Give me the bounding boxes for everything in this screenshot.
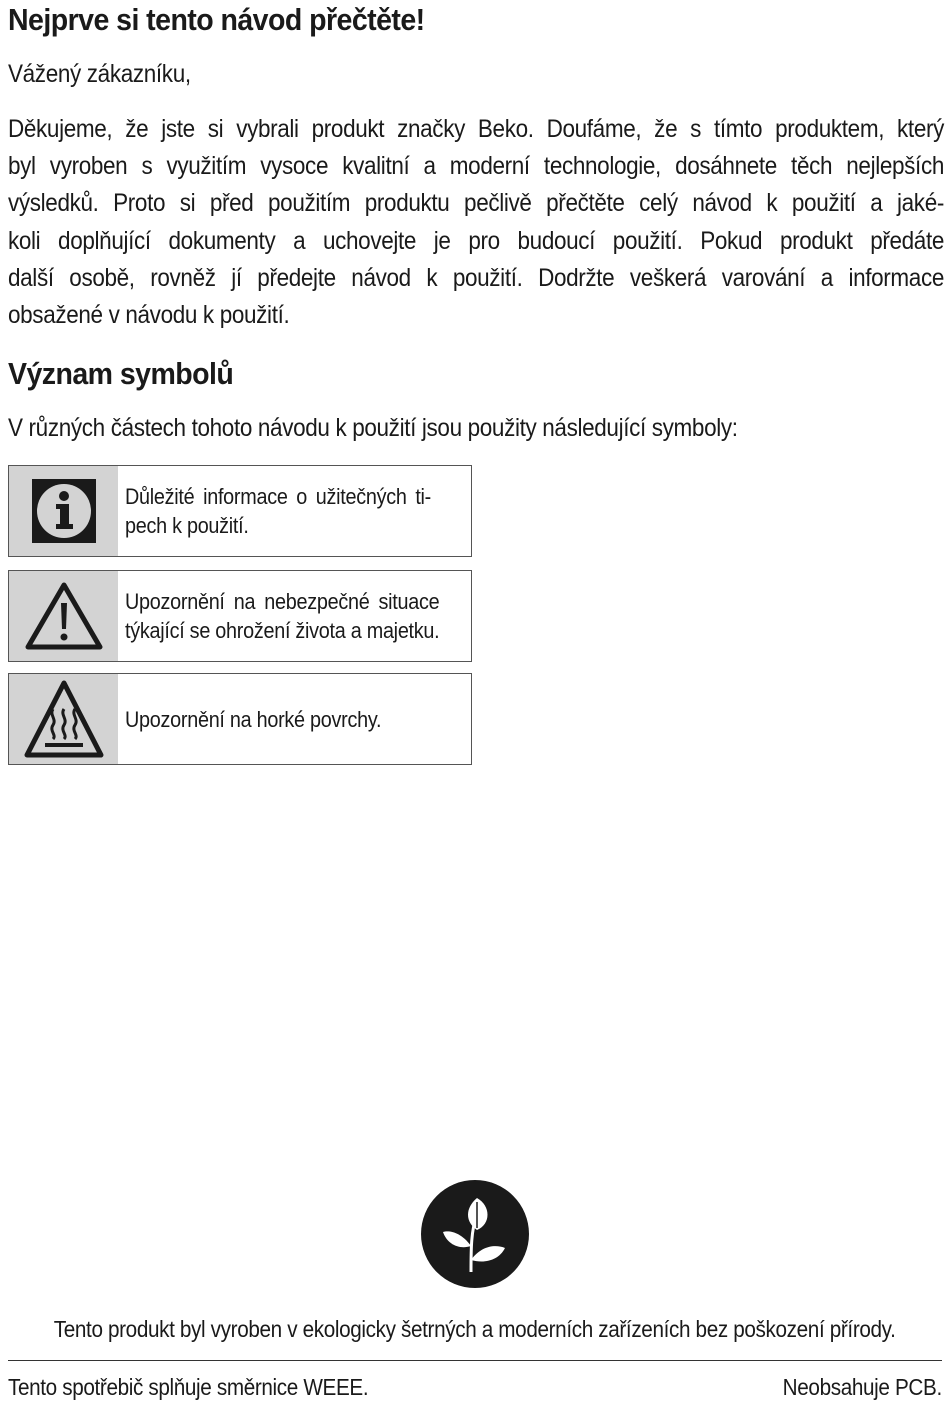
intro-line: další osobě, rovněž jí předejte návod k použití. Dodržte veškerá varování a informace (8, 263, 944, 292)
symbol-info-text (125, 482, 431, 540)
symbol-hot-surface-row (8, 673, 472, 765)
intro-line: Děkujeme, že jste si vybrali produkt značky Beko. Doufáme, že s tímto produktem, který (8, 115, 944, 143)
eco-caption-text: Tento produkt byl vyroben v ekologicky šetrných a moderních zařízeních bez poškození přírody. (54, 1316, 896, 1342)
symbol-warning-row (8, 570, 472, 662)
symbol-text-line: pech k použití. (125, 513, 249, 538)
symbol-text-line: Upozornění na nebezpečné situace (125, 589, 440, 614)
hot-surface-icon (23, 679, 105, 759)
symbol-warning-text (125, 587, 439, 645)
symbol-icon-cell (9, 674, 118, 764)
page-title: Nejprve si tento návod přečtěte! (8, 2, 425, 37)
symbol-text-line: Upozornění na horké povrchy. (125, 706, 382, 732)
symbol-icon-cell (9, 571, 118, 661)
warning-icon (24, 581, 104, 651)
symbols-intro: V různých částech tohoto návodu k použití jsou použity následující symboly: (8, 414, 738, 442)
intro-line: koli doplňující dokumenty a uchovejte je pro budoucí použití. Pokud produkt předáte (8, 226, 944, 255)
symbol-info-row (8, 465, 472, 557)
info-icon (32, 479, 96, 543)
greeting: Vážený zákazníku, (8, 60, 191, 88)
symbols-heading: Význam symbolů (8, 356, 234, 391)
intro-paragraph (8, 111, 944, 334)
eco-caption (0, 1316, 950, 1343)
intro-line: byl vyroben s využitím vysoce kvalitní a moderní technologie, dosáhnete těch nejlepších (8, 152, 944, 181)
symbol-text-line: týkající se ohrožení života a majetku. (125, 618, 440, 643)
symbol-text-line: Důležité informace o užitečných ti- (125, 484, 431, 509)
footer-weee: Tento spotřebič splňuje směrnice WEEE. (8, 1374, 369, 1400)
intro-line: obsažené v návodu k použití. (8, 301, 290, 330)
symbol-icon-cell (9, 466, 118, 556)
eco-leaf-icon (421, 1180, 529, 1288)
footer-divider (8, 1360, 942, 1361)
footer-pcb: Neobsahuje PCB. (782, 1374, 942, 1400)
intro-line: výsledků. Proto si před použitím produktu pečlivě přečtěte celý návod k použití a jaké- (8, 189, 944, 218)
symbol-hot-surface-text (125, 705, 431, 734)
